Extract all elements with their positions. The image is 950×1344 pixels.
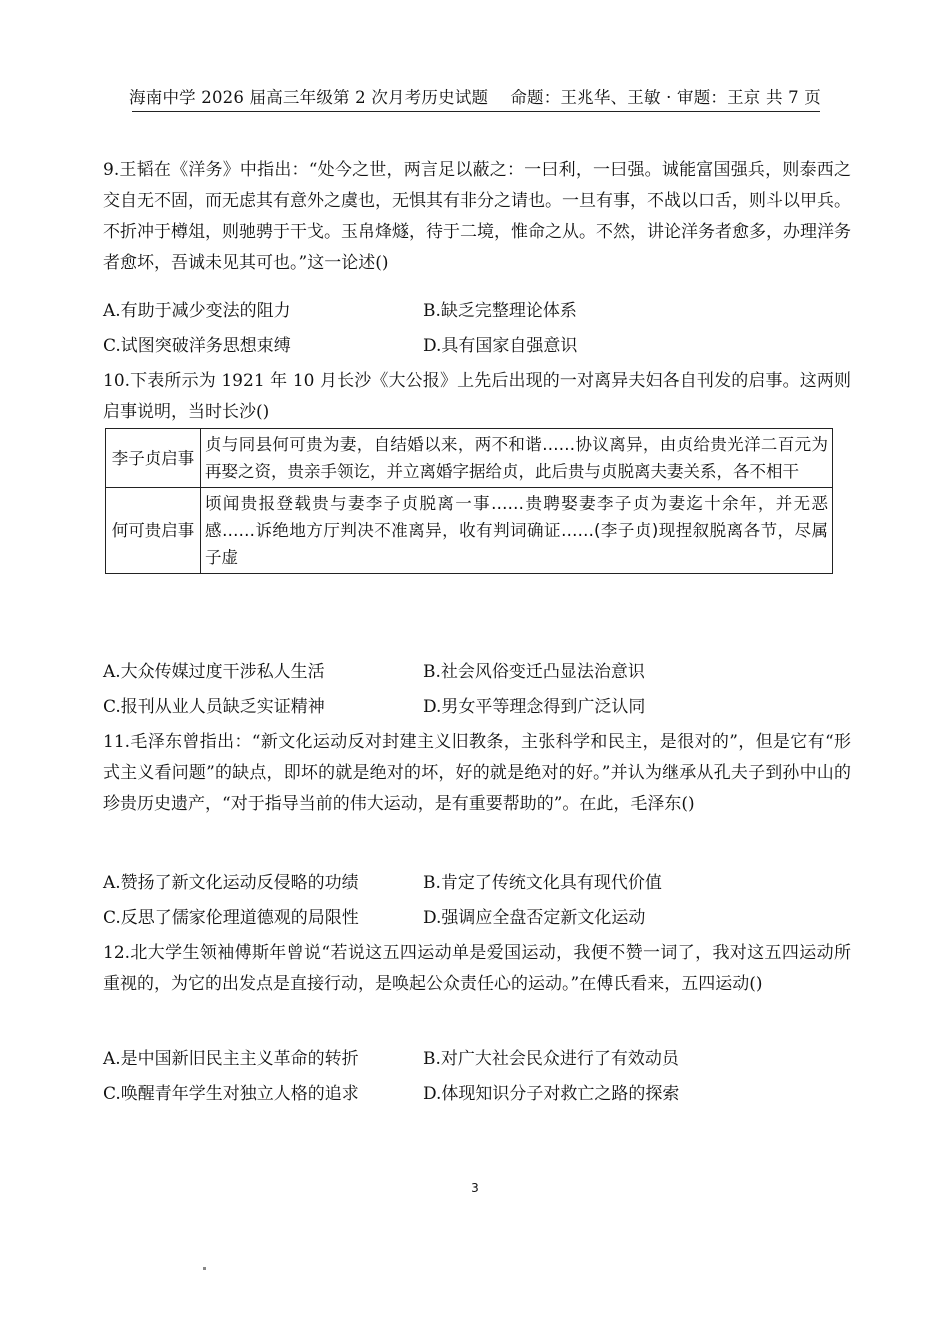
question-9-option-c: C.试图突破洋务思想束缚 bbox=[103, 336, 291, 356]
notice-label: 何可贵启事 bbox=[106, 488, 201, 574]
question-12-stem: 12.北大学生领袖傅斯年曾说“若说这五四运动单是爱国运动，我便不赞一词了，我对这五四运动所重视的，为它的出发点是直接行动，是唤起公众责任心的运动。”在傅氏看来，五四运动() bbox=[103, 943, 851, 994]
question-9-option-d: D.具有国家自强意识 bbox=[423, 336, 578, 356]
question-10-option-c: C.报刊从业人员缺乏实证精神 bbox=[103, 697, 325, 717]
page-number: 3 bbox=[471, 1181, 479, 1195]
question-11-option-c: C.反思了儒家伦理道德观的局限性 bbox=[103, 908, 359, 928]
question-12-option-d: D.体现知识分子对救亡之路的探索 bbox=[423, 1084, 680, 1104]
question-12-options-row-1 bbox=[103, 1044, 851, 1075]
question-10-options-row-2 bbox=[103, 692, 851, 723]
notice-content: 顷闻贵报登载贵与妻李子贞脱离一事……贵聘娶妻李子贞为妻迄十余年，并无恶感……诉绝地方厅判决不准离异，收有判词确证……(李子贞)现捏叙脱离各节，尽属子虚 bbox=[201, 488, 833, 574]
question-10-option-d: D.男女平等理念得到广泛认同 bbox=[423, 697, 646, 717]
question-10-stem: 10.下表所示为 1921 年 10 月长沙《大公报》上先后出现的一对离异夫妇各自刊发的启事。这两则启事说明，当时长沙() bbox=[103, 371, 851, 422]
question-11-option-b: B.肯定了传统文化具有现代价值 bbox=[423, 873, 662, 893]
question-12-options-row-2 bbox=[103, 1079, 851, 1110]
notice-content: 贞与同县何可贵为妻，自结婚以来，两不和谐……协议离异，由贞给贵光洋二百元为再娶之资，贵亲手领讫，并立离婚字据给贞，此后贵与贞脱离夫妻关系，各不相干 bbox=[201, 429, 833, 488]
question-11-options-row-2 bbox=[103, 903, 851, 934]
table-row bbox=[106, 488, 833, 574]
question-11-option-d: D.强调应全盘否定新文化运动 bbox=[423, 908, 646, 928]
question-12-option-c: C.唤醒青年学生对独立人格的追求 bbox=[103, 1084, 359, 1104]
question-11-options-row-1 bbox=[103, 868, 851, 899]
page-header: 海南中学 2026 届高三年级第 2 次月考历史试题 命题：王兆华、王敏 · 审题：王京 共 7 页 bbox=[129, 88, 821, 107]
notice-label: 李子贞启事 bbox=[106, 429, 201, 488]
question-9-stem: 9.王韬在《洋务》中指出：“处今之世，两言足以蔽之：一曰利，一曰强。诚能富国强兵，则泰西之交自无不固，而无虑其有意外之虞也，无惧其有非分之请也。一旦有事，不战以口舌，则斗以甲兵。不折冲于樽俎，则驰骋于干戈。玉帛烽燧，待于二境，惟命之从。不然，讲论洋务者愈多，办理洋务者愈坏，吾诚未见其可也。”这一论述() bbox=[103, 160, 851, 273]
notice-table bbox=[105, 428, 833, 574]
scan-speck bbox=[203, 1267, 206, 1270]
question-10-option-a: A.大众传媒过度干涉私人生活 bbox=[103, 662, 325, 682]
question-9-option-a: A.有助于减少变法的阻力 bbox=[103, 301, 291, 321]
question-12-option-a: A.是中国新旧民主主义革命的转折 bbox=[103, 1049, 359, 1069]
question-11-option-a: A.赞扬了新文化运动反侵略的功绩 bbox=[103, 873, 359, 893]
header-divider bbox=[132, 111, 820, 112]
question-9-options-row-2 bbox=[103, 331, 851, 362]
table-row bbox=[106, 429, 833, 488]
question-12-option-b: B.对广大社会民众进行了有效动员 bbox=[423, 1049, 679, 1069]
question-10-option-b: B.社会风俗变迁凸显法治意识 bbox=[423, 662, 645, 682]
question-9-options-row-1 bbox=[103, 296, 851, 327]
question-11-stem: 11.毛泽东曾指出：“新文化运动反对封建主义旧教条，主张科学和民主，是很对的”，但是它有“形式主义看问题”的缺点，即坏的就是绝对的坏，好的就是绝对的好。”并认为继承从孔夫子到孙中山的珍贵历史遗产，“对于指导当前的伟大运动，是有重要帮助的”。在此，毛泽东() bbox=[103, 732, 851, 814]
question-9-option-b: B.缺乏完整理论体系 bbox=[423, 301, 577, 321]
question-10-options-row-1 bbox=[103, 657, 851, 688]
